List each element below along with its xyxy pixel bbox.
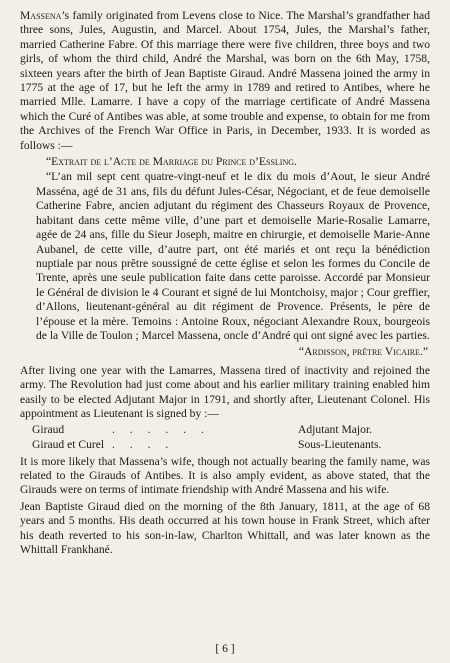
signatory-name: Giraud et Curel — [32, 437, 105, 451]
leader-dots: . . . . — [112, 437, 175, 451]
signatory-row — [32, 438, 381, 453]
signatory-title: Adjutant Major. — [298, 423, 373, 437]
signatory-name: Giraud — [32, 423, 65, 437]
marriage-certificate-quote — [20, 155, 430, 360]
paragraph-wife-relation: It is more likely that Massena’s wife, though not actually bearing the family name, was related to the Girauds of Antibes. It is also amply evident, as above stated, that the Girauds were on terms of intimate friendship with André Massena and his wife. — [20, 454, 430, 497]
paragraph-origins — [20, 9, 430, 153]
lead-word: Massena — [20, 9, 62, 22]
paragraph-army: After living one year with the Lamarres, Massena tired of inactivity and rejoined the army. The Revolution had just come about and his earlier military training enabled him easily to be elected Adjutant Major in 1791, and shortly after, Lieutenant Colonel. His appointment as Lieutenant is signed by :— — [20, 363, 430, 420]
page-number: [ 6 ] — [215, 642, 235, 655]
signatory-row — [32, 423, 381, 438]
paragraph-death: Jean Baptiste Giraud died on the morning of the 8th January, 1811, at the age of 68 years and 5 months. His death occurred at his town house in Frank Street, which after his death reverted to his son-in-law, Charlton Whittall, and was later known as the Whittall Frankhané. — [20, 499, 430, 556]
quote-body: “L’an mil sept cent quatre-vingt-neuf et le dix du mois d’Aout, le sieur André Masséna, agé de 31 ans, fils du défunt Jules-César, Négociant, et de feue demoiselle Catherine Fabre, ancien adjutant du régiment des Chasseurs Royaux de Provence, habitant dans cette même ville, d’une part et demoiselle Marie-Rosalie Lamarre, agée de 24 ans, fille du Sieur Joseph, maitre en chirurgie, et demoiselle Marie-Anne Aubanel, de cette ville, d’autre part, ont été mariés et ont reçu la bénédiction nuptiale par nous prêtre soussigné de cette église et selon les formes du Concile de Trente, après une seule publication faite dans cette paroisse. Accordé par Monsieur le Général de division le 4 Courant et signé de lui Montchoisy, major ; Cour greffier, d’Allons, lieutenant-général au dit régiment de Provence. Présents, le père de l’épouse et la mère. Temoins : Antoine Roux, négociant Alexandre Roux, bourgeois de la Ville de Toulon ; Marcel Massena, oncle d’André qui ont signé avec les parties. — [36, 170, 430, 342]
paragraph-origins-text: ’s family originated from Levens close to Nice. The Marshal’s grandfather had three sons, Jules, Augustin, and Marcel. About 1754, Jules, the Marshal’s father, married Catherine Fabre. Of this marriage there were five children, three boys and two girls, of whom the third child, André the Marshal, was born on the 6th May, 1758, sixteen years after the birth of Jean Baptiste Giraud. André Massena joined the army in 1775 at the age of 17, but he left the army in 1789 and retired to Antibes, where he married Mlle. Lamarre. I have a copy of the marriage certificate of André Massena which the Curé of Antibes was able, at some trouble and expense, to obtain for me from the Archives of the French War Office in Paris, in December, 1933. It is worded as follows :— — [20, 9, 430, 152]
signatories-table — [32, 423, 381, 452]
leader-dots: . . . . . . — [112, 423, 210, 437]
signatory-title: Sous-Lieutenants. — [298, 437, 382, 451]
quote-title: “Extrait de l’Acte de Marriage du Prince d’Essling. — [46, 155, 297, 169]
quote-signature: “Ardisson, prêtre Vicaire.” — [298, 345, 428, 359]
